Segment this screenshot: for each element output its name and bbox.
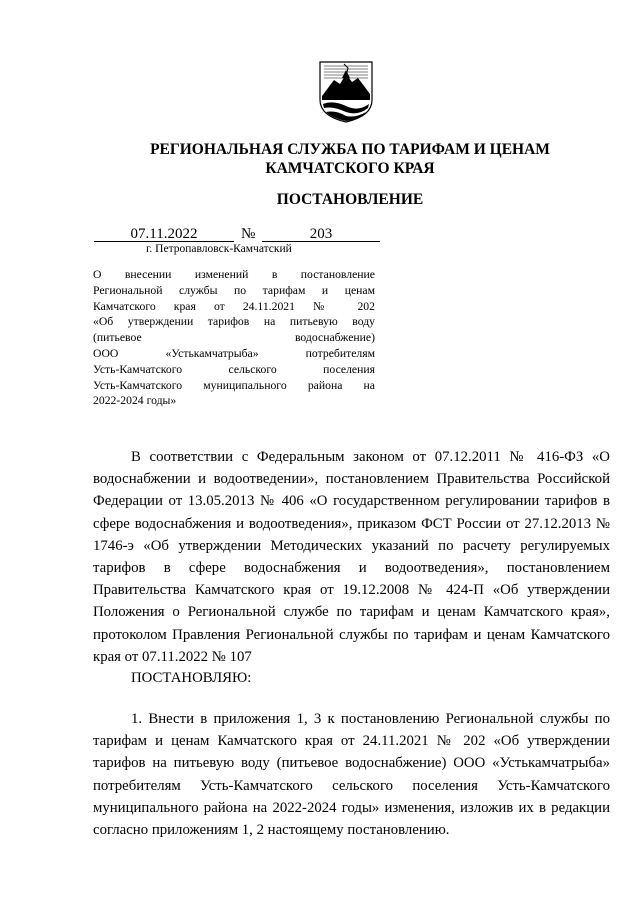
organization-name (80, 140, 620, 178)
preamble (93, 446, 610, 668)
org-line-2: КАМЧАТСКОГО КРАЯ (265, 160, 435, 177)
document-type: ПОСТАНОВЛЕНИЕ (276, 191, 424, 208)
subject-line: (питьевое водоснабжение) (93, 331, 375, 345)
decree-item-text: 1. Внести в приложения 1, 3 к постановлению Региональной службы по тарифам и ценам Камчатского края от 24.11.2021 № 202 «Об утверждении тарифов на питьевую воду (питьевое водоснабжение) ООО «Устькамчатрыба» потребителям Усть-Камчатского сельского поселения Усть-Камчатского муниципального района на 2022-2024 годы» изменения, изложив их в редакции согласно приложениям 1, 2 настоящему постановлению. (93, 711, 610, 839)
date-underline (94, 241, 234, 242)
document-date: 07.11.2022 (130, 226, 198, 242)
subject-line: 2022-2024 годы» (93, 394, 177, 408)
subject-line: Усть-Камчатского сельского поселения (93, 362, 375, 376)
subject-line: Региональной службы по тарифам и ценам (93, 283, 375, 297)
document-number: 203 (309, 226, 333, 242)
kamchatka-coat-of-arms-icon (318, 60, 374, 124)
decree-heading: ПОСТАНОВЛЯЮ: (131, 670, 252, 686)
subject-line: ООО «Устькамчатрыба» потребителям (93, 346, 375, 360)
subject-line: «Об утверждении тарифов на питьевую воду (93, 315, 375, 329)
document-subject (93, 267, 375, 409)
org-line-1: РЕГИОНАЛЬНАЯ СЛУЖБА ПО ТАРИФАМ И ЦЕНАМ (150, 141, 550, 158)
subject-line: Камчатского края от 24.11.2021 № 202 (93, 299, 375, 313)
subject-line: О внесении изменений в постановление (93, 268, 375, 281)
number-underline (262, 241, 380, 242)
decree-item-1 (93, 708, 610, 841)
number-sign: № (241, 226, 256, 242)
subject-line: Усть-Камчатского муниципального района на (93, 378, 375, 392)
preamble-paragraph: В соответствии с Федеральным законом от 07.12.2011 № 416-ФЗ «О водоснабжении и водоотведении», постановлением Правительства Российской Федерации от 13.05.2013 № 406 «О государственном регулировании тарифов в сфере водоснабжения и водоотведения», приказом ФСТ России от 27.12.2013 № 1746-э «Об утверждении Методических указаний по расчету регулируемых тарифов в сфере водоснабжения и водоотведения», постановлением Правительства Камчатского края от 19.12.2008 № 424-П «Об утверждении Положения о Региональной службе по тарифам и ценам Камчатского края», протоколом Правления Региональной службы по тарифам и ценам Камчатского края от 07.11.2022 № 107 (93, 449, 610, 665)
city: г. Петропавловск-Камчатский (146, 243, 292, 255)
